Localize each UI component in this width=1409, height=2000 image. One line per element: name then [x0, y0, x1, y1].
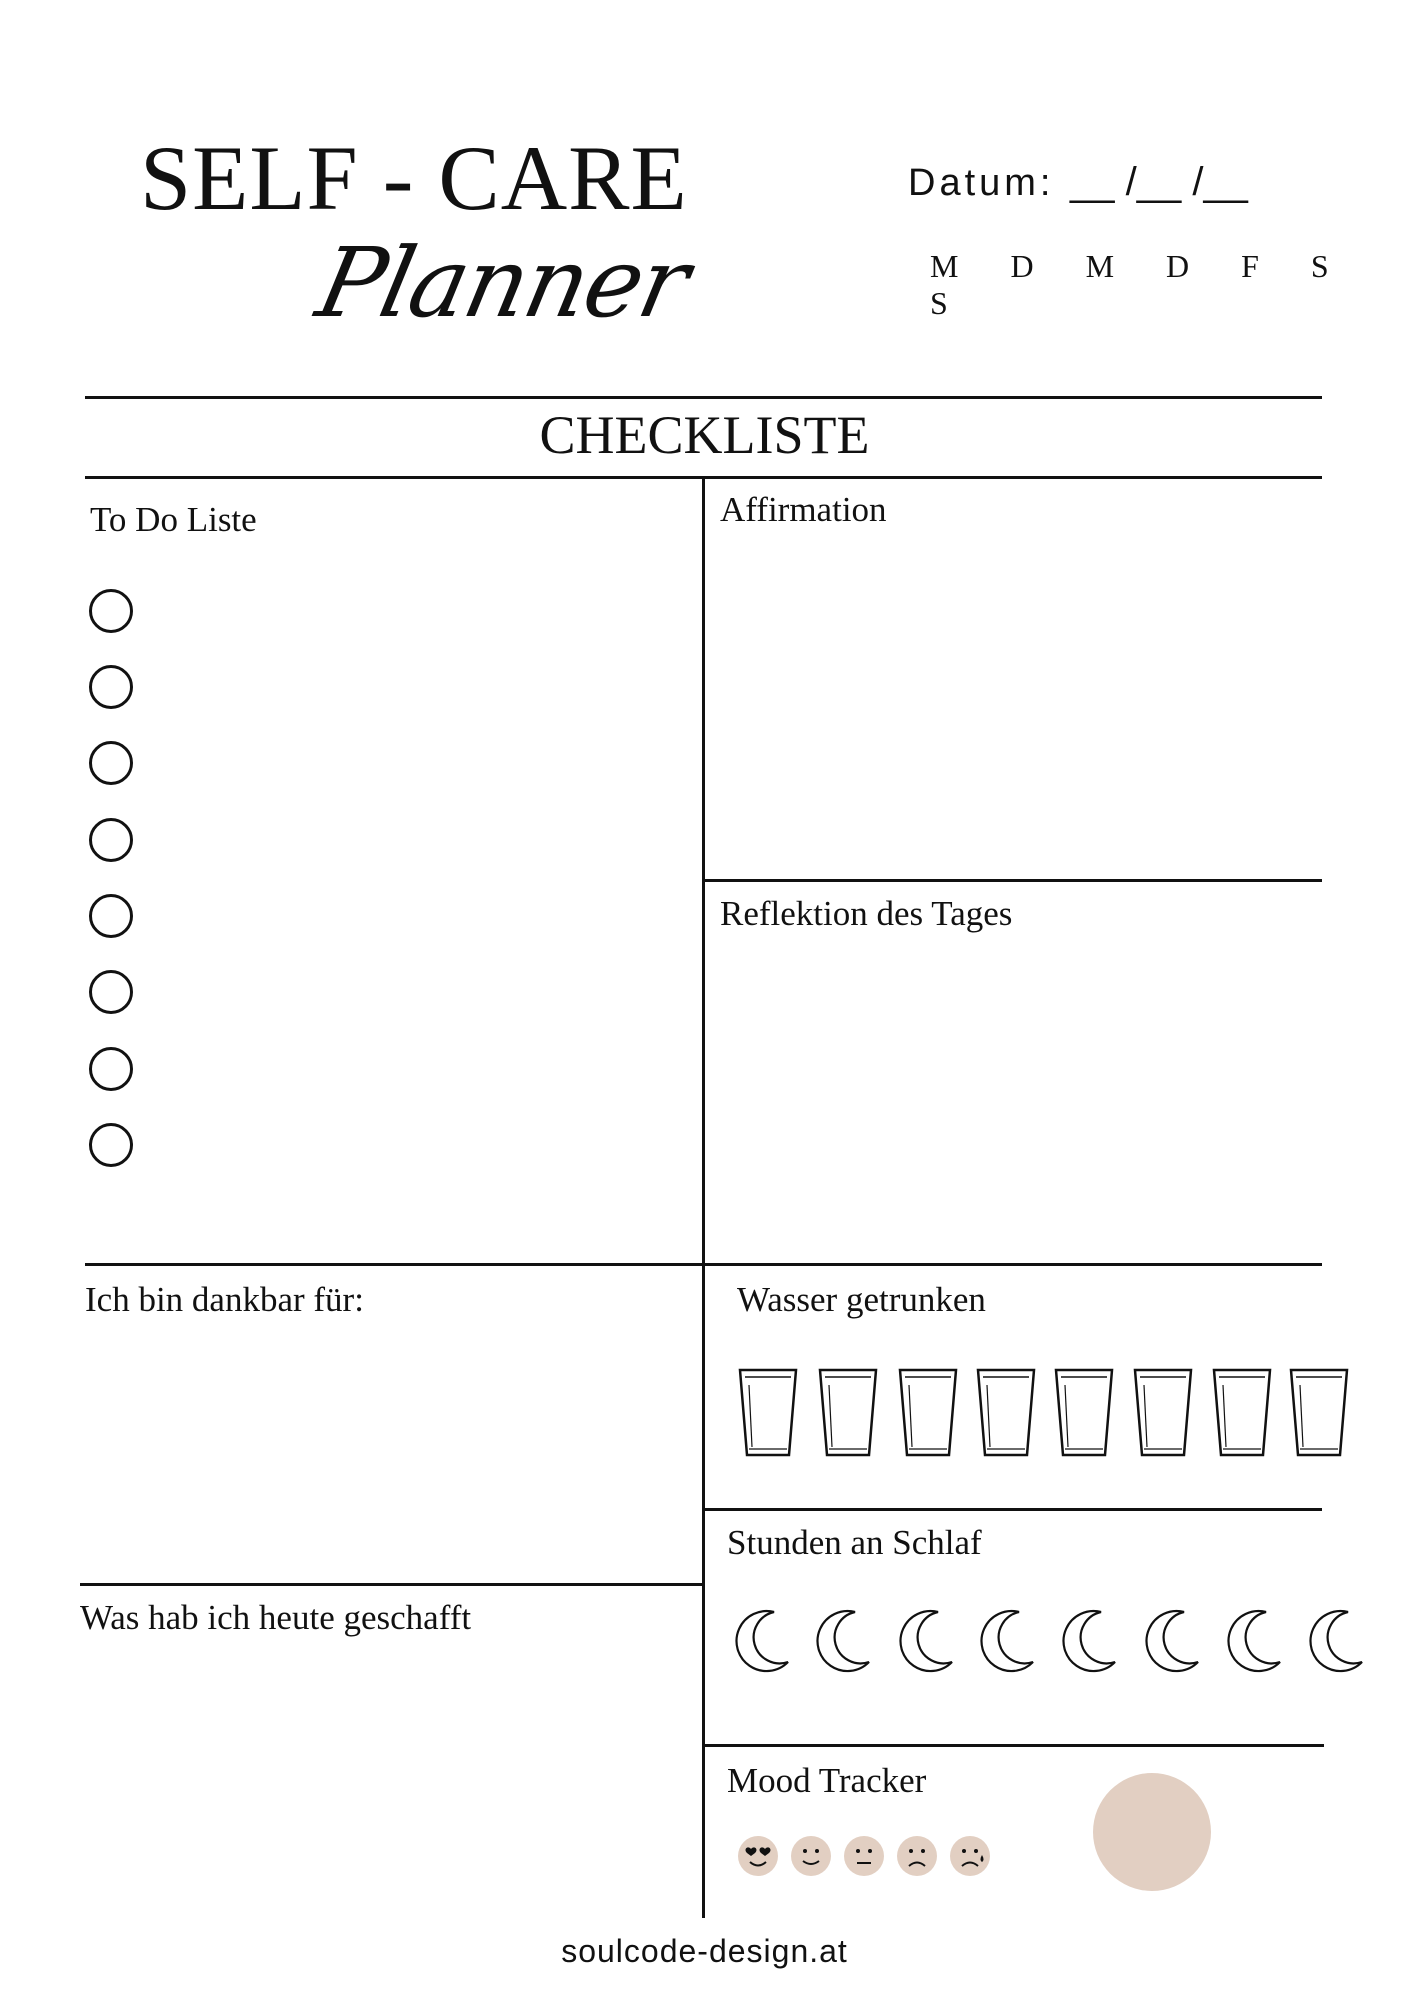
divider-sleep — [704, 1744, 1324, 1747]
todo-checkbox[interactable] — [89, 818, 133, 862]
smile-face-icon[interactable] — [790, 1835, 832, 1877]
weekday-1[interactable]: M — [930, 248, 981, 284]
divider-affirmation — [704, 879, 1322, 882]
weekday-2[interactable]: D — [1010, 248, 1056, 284]
water-glass-icon[interactable] — [1053, 1367, 1115, 1459]
frown-face-icon[interactable] — [896, 1835, 938, 1877]
crescent-moon-icon[interactable] — [890, 1606, 960, 1676]
reflection-label: Reflektion des Tages — [720, 894, 1013, 933]
crescent-moon-icon[interactable] — [1300, 1606, 1370, 1676]
divider-top — [85, 396, 1322, 399]
crescent-moon-icon[interactable] — [1218, 1606, 1288, 1676]
weekday-6[interactable]: S — [1310, 248, 1351, 284]
todo-label: To Do Liste — [90, 500, 257, 539]
water-glass-icon[interactable] — [897, 1367, 959, 1459]
water-glass-icon[interactable] — [737, 1367, 799, 1459]
footer-website: soulcode-design.at — [561, 1933, 848, 1969]
achieved-label: Was hab ich heute geschafft — [80, 1598, 472, 1637]
sad-tear-face-icon[interactable] — [949, 1835, 991, 1877]
todo-checkbox[interactable] — [89, 665, 133, 709]
water-glass-icon[interactable] — [1288, 1367, 1350, 1459]
crescent-moon-icon[interactable] — [807, 1606, 877, 1676]
weekday-5[interactable]: F — [1241, 248, 1281, 284]
date-blanks[interactable]: __ /__ /__ — [1070, 160, 1248, 204]
affirmation-label: Affirmation — [720, 490, 887, 529]
grateful-label: Ich bin dankbar für: — [85, 1280, 364, 1319]
todo-checkbox[interactable] — [89, 741, 133, 785]
divider-water — [704, 1508, 1322, 1511]
planner-script-title: Planner — [308, 227, 697, 339]
todo-checkbox[interactable] — [89, 970, 133, 1014]
crescent-moon-icon[interactable] — [1136, 1606, 1206, 1676]
sleep-label: Stunden an Schlaf — [727, 1523, 982, 1562]
weekday-row — [930, 248, 1409, 322]
todo-checkbox[interactable] — [89, 1047, 133, 1091]
crescent-moon-icon[interactable] — [1053, 1606, 1123, 1676]
water-glass-icon[interactable] — [1211, 1367, 1273, 1459]
water-glass-icon[interactable] — [975, 1367, 1037, 1459]
crescent-moon-icon[interactable] — [726, 1606, 796, 1676]
water-glass-icon[interactable] — [817, 1367, 879, 1459]
crescent-moon-icon[interactable] — [971, 1606, 1041, 1676]
water-glass-icon[interactable] — [1132, 1367, 1194, 1459]
column-divider — [702, 478, 705, 1918]
planner-title: SELF - CARE — [140, 127, 688, 229]
todo-checkbox[interactable] — [89, 1123, 133, 1167]
neutral-face-icon[interactable] — [843, 1835, 885, 1877]
mood-color-circle[interactable] — [1093, 1773, 1211, 1891]
todo-checkbox[interactable] — [89, 589, 133, 633]
water-label: Wasser getrunken — [737, 1280, 986, 1319]
checklist-title: CHECKLISTE — [539, 405, 870, 465]
weekday-7[interactable]: S — [930, 285, 970, 321]
todo-checkbox[interactable] — [89, 894, 133, 938]
weekday-3[interactable]: M — [1085, 248, 1137, 284]
date-label: Datum: — [908, 162, 1055, 204]
mood-label: Mood Tracker — [727, 1761, 927, 1800]
divider-middle — [85, 1263, 1322, 1266]
weekday-4[interactable]: D — [1166, 248, 1212, 284]
heart-eyes-face-icon[interactable] — [737, 1835, 779, 1877]
divider-grateful — [80, 1583, 704, 1586]
